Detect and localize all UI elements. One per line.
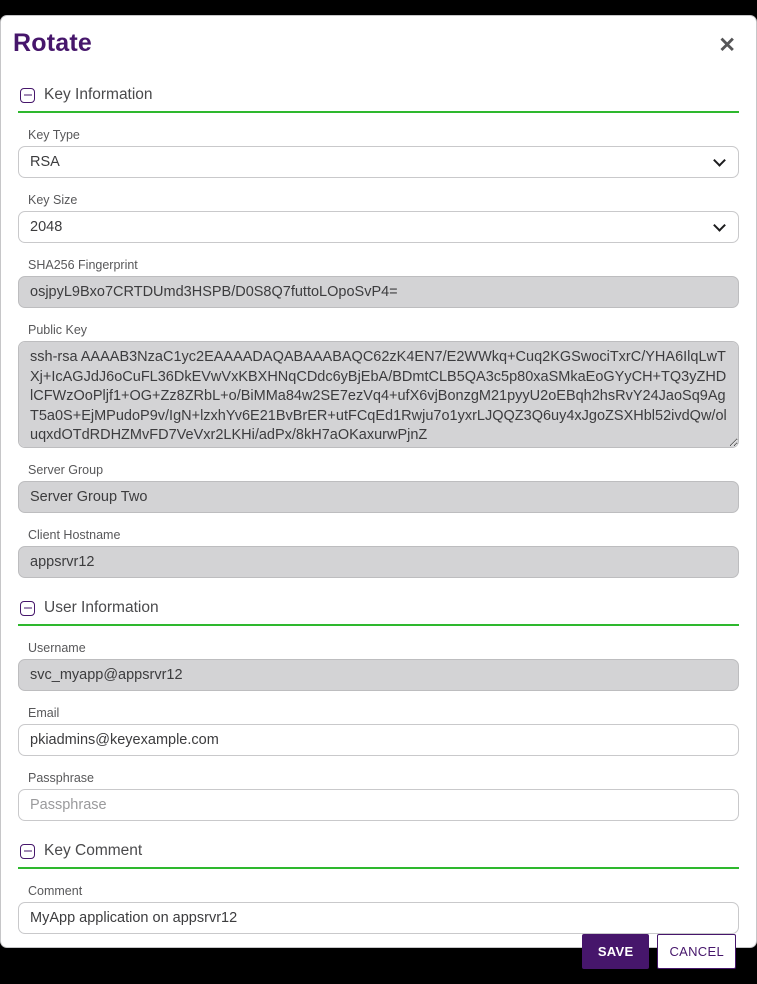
comment-field[interactable]: [18, 902, 739, 934]
username-field: [18, 659, 739, 691]
key-size-select-wrap: [18, 211, 739, 243]
section-title: User Information: [44, 599, 159, 616]
fingerprint-label: SHA256 Fingerprint: [28, 258, 138, 272]
public-key-field: [18, 341, 739, 448]
section-header-key-information[interactable]: [18, 86, 739, 113]
server-group-field: [18, 481, 739, 513]
client-hostname-label: Client Hostname: [28, 528, 121, 542]
collapse-minus-icon[interactable]: [20, 844, 35, 859]
public-key-label: Public Key: [28, 323, 88, 337]
save-button[interactable]: SAVE: [582, 934, 650, 969]
email-label: Email: [28, 706, 60, 720]
page-title: Rotate: [13, 29, 92, 57]
modal-body: [1, 62, 756, 934]
passphrase-field[interactable]: [18, 789, 739, 821]
key-type-select-wrap: [18, 146, 739, 178]
key-size-label: Key Size: [28, 193, 78, 207]
server-group-label: Server Group: [28, 463, 104, 477]
key-size-select[interactable]: [18, 211, 739, 243]
email-field[interactable]: [18, 724, 739, 756]
section-header-key-comment[interactable]: [18, 842, 739, 869]
key-type-select[interactable]: [18, 146, 739, 178]
collapse-minus-icon[interactable]: [20, 601, 35, 616]
client-hostname-field: [18, 546, 739, 578]
section-title: Key Comment: [44, 842, 143, 859]
modal-footer: [1, 934, 756, 984]
cancel-button[interactable]: CANCEL: [657, 934, 736, 969]
section-title: Key Information: [44, 86, 153, 103]
username-label: Username: [28, 641, 86, 655]
collapse-minus-icon[interactable]: [20, 88, 35, 103]
key-type-label: Key Type: [28, 128, 80, 142]
fingerprint-field: [18, 276, 739, 308]
passphrase-label: Passphrase: [28, 771, 95, 785]
section-header-user-information[interactable]: [18, 599, 739, 626]
modal-header: [1, 16, 756, 62]
comment-label: Comment: [28, 884, 83, 898]
rotate-modal: [0, 15, 757, 959]
close-icon[interactable]: ✕: [716, 29, 738, 62]
